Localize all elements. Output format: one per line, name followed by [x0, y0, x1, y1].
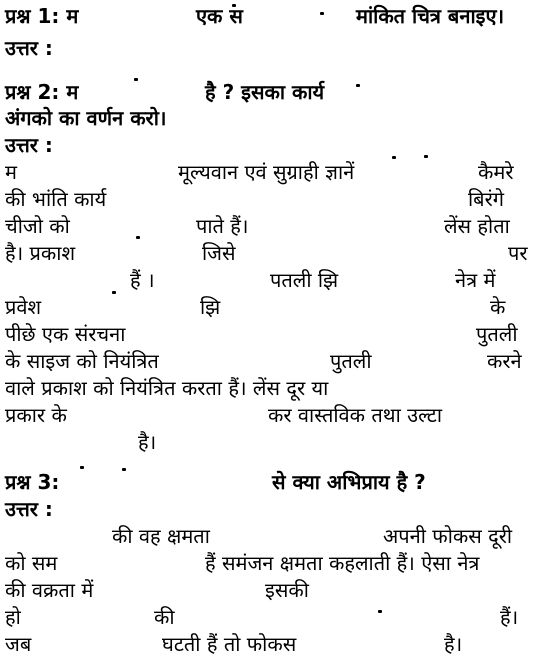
q1-label: प्रश्न 1: म [5, 4, 79, 28]
ink-speck [424, 155, 428, 158]
q3-answer-line-3b: इसकी [265, 578, 309, 602]
ink-speck [80, 466, 84, 469]
q2-answer-line-6c: के [490, 295, 506, 319]
q2-mid-text: है ? इसका कार्य [205, 80, 325, 104]
q2-answer-line-8a: के साइज को नियंत्रित [5, 349, 159, 373]
q2-answer-line-5c: नेत्र में [455, 268, 496, 292]
q2-answer-line-6a: प्रवेश [5, 295, 42, 319]
q2-answer-line-8b: पुतली [330, 349, 372, 373]
ink-speck [136, 236, 140, 239]
q2-answer-line-3b: पाते हैं। [196, 214, 249, 238]
q3-answer-label: उत्तर : [5, 497, 53, 521]
q3-answer-line-1b: अपनी फोकस दूरी [383, 524, 513, 548]
q2-answer-line-4a: है। प्रकाश [5, 241, 76, 265]
q2-answer-line-4b: जिसे [202, 241, 236, 265]
ink-speck [356, 84, 360, 87]
q2-answer-line-6b: झि [200, 295, 221, 319]
q2-label: प्रश्न 2: म [5, 80, 79, 104]
ink-speck [122, 468, 126, 471]
q2-line2: अंगको का वर्णन करो। [5, 106, 167, 130]
q2-answer-line-3c: लेंस होता [444, 214, 510, 238]
q2-answer-line-1b: मूल्यवान एवं सुग्राही ज्ञानें [178, 160, 355, 184]
q3-label: प्रश्न 3: [5, 470, 60, 494]
q3-answer-line-5c: है। [444, 632, 463, 656]
q2-answer-line-7c: पुतली [476, 322, 518, 346]
q2-answer-line-3a: चीजो को [5, 214, 70, 238]
q2-answer-line-11a: है। [138, 430, 157, 454]
q3-answer-line-5a: जब [5, 632, 32, 656]
q3-answer-line-4a: हो [5, 605, 21, 629]
q2-answer-line-1c: कैमरे [478, 160, 514, 184]
ink-speck [134, 78, 138, 81]
q3-answer-line-2b: हैं समंजन क्षमता कहलाती हैं। ऐसा नेत्र [205, 551, 480, 575]
q2-answer-line-7a: पीछे एक संरचना [5, 322, 126, 346]
q2-answer-line-4c: पर [508, 241, 528, 265]
q2-answer-line-2a: की भांति कार्य [5, 187, 107, 211]
q2-answer-label: उत्तर : [5, 133, 53, 157]
q1-answer-label: उत्तर : [5, 36, 53, 60]
ink-speck [320, 12, 324, 15]
q3-answer-line-2a: को सम [5, 551, 58, 575]
q2-answer-line-1a: म [5, 160, 17, 184]
q2-answer-line-5a: हैं । [130, 268, 155, 292]
q2-answer-line-10b: कर वास्तविक तथा उल्टा [268, 403, 443, 427]
q3-mid-text: से क्या अभिप्राय है ? [272, 470, 426, 494]
ink-speck [378, 610, 382, 613]
q2-answer-line-8c: करने [487, 349, 522, 373]
q2-answer-line-9a: वाले प्रकाश को नियंत्रित करता हैं। लेंस दूर या [5, 376, 329, 400]
q1-end-text: मांकित चित्र बनाइए। [356, 4, 505, 28]
q2-answer-line-10a: प्रकार के [5, 403, 67, 427]
q2-answer-line-5b: पतली झि [270, 268, 339, 292]
q2-answer-line-2c: बिरंगे [468, 187, 505, 211]
q3-answer-line-5b: घटती हैं तो फोकस [162, 632, 297, 656]
q3-answer-line-4b: की [154, 605, 175, 629]
q3-answer-line-3a: की वक्रता में [5, 578, 94, 602]
ink-speck [112, 291, 116, 294]
ink-speck [392, 156, 396, 159]
q3-answer-line-4c: हैं। [500, 605, 519, 629]
q1-mid-text: एक स [196, 4, 243, 28]
q3-answer-line-1a: की वह क्षमता [112, 524, 210, 548]
